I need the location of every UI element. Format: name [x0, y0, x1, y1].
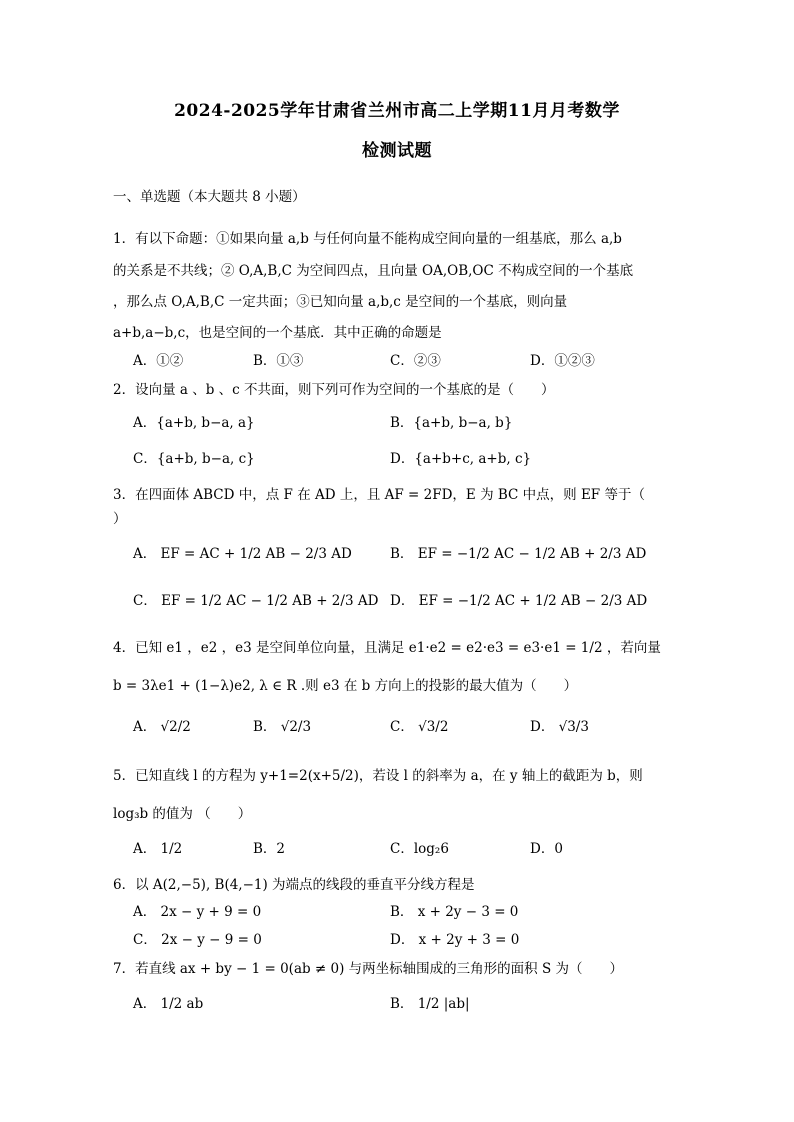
q1-line1: 1．有以下命题：①如果向量 a,b 与任何向量不能构成空间向量的一组基底，那么 a,b	[113, 231, 622, 247]
q6-stem: 6．以 A(2,−5), B(4,−1) 为端点的线段的垂直平分线方程是	[113, 877, 475, 893]
q7-stem: 7．若直线 ax + by − 1 = 0(ab ≠ 0) 与两坐标轴围成的三角形的面积 S 为（ ）	[113, 961, 624, 977]
q4-line2: b = 3λe1 + (1−λ)e2, λ ∈ R .则 e3 在 b 方向上的投影的最大值为（ ）	[113, 678, 578, 694]
document-title-line1: 2024-2025学年甘肃省兰州市高二上学期11月月考数学	[174, 101, 620, 121]
q2-option-a: A．{a+b, b−a, a}	[133, 415, 255, 431]
q5-line1: 5．已知直线 l 的方程为 y+1=2(x+5/2)，若设 l 的斜率为 a，在 y 轴上的截距为 b，则	[113, 768, 643, 784]
q1-line3: ，那么点 O,A,B,C 一定共面；③已知向量 a,b,c 是空间的一个基底，则向量	[113, 294, 568, 310]
q7-option-b: B． 1/2 |ab|	[390, 996, 470, 1012]
q1-option-d: D．①②③	[530, 353, 595, 369]
q1-option-b: B．①③	[253, 353, 304, 369]
q7-option-a: A． 1/2 ab	[133, 996, 204, 1012]
section-heading: 一、单选题（本大题共 8 小题）	[113, 189, 306, 205]
q6-option-d: D． x + 2y + 3 = 0	[390, 932, 520, 948]
q6-option-c: C． 2x − y − 9 = 0	[133, 932, 262, 948]
q4-option-a: A． √2/2	[133, 719, 191, 735]
q5-line2: log₃b 的值为 （ ）	[113, 806, 252, 822]
q1-option-c: C．②③	[390, 353, 441, 369]
q2-stem: 2．设向量 a 、b 、c 不共面，则下列可作为空间的一个基底的是（ ）	[113, 382, 555, 398]
q3-option-d: D． EF = −1/2 AC + 1/2 AB − 2/3 AD	[390, 593, 648, 609]
q4-option-c: C． √3/2	[390, 719, 449, 735]
q4-option-d: D． √3/3	[530, 719, 589, 735]
q1-line2: 的关系是不共线；② O,A,B,C 为空间四点，且向量 OA,OB,OC 不构成空间的一个基底	[113, 263, 634, 279]
q1-option-a: A．①②	[133, 353, 184, 369]
q2-option-c: C．{a+b, b−a, c}	[133, 451, 255, 467]
q3-option-b: B． EF = −1/2 AC − 1/2 AB + 2/3 AD	[390, 546, 647, 562]
q2-option-b: B．{a+b, b−a, b}	[390, 415, 513, 431]
q6-option-b: B． x + 2y − 3 = 0	[390, 904, 519, 920]
q4-line1: 4．已知 e1 ，e2 ，e3 是空间单位向量，且满足 e1·e2 = e2·e3 = e3·e1 = 1/2 ，若向量	[113, 640, 661, 656]
q3-option-c: C． EF = 1/2 AC − 1/2 AB + 2/3 AD	[133, 593, 379, 609]
q2-option-d: D．{a+b+c, a+b, c}	[390, 451, 532, 467]
q3-line2: ）	[113, 511, 127, 527]
document-title-line2: 检测试题	[362, 141, 432, 161]
q5-option-d: D．0	[530, 841, 563, 857]
q5-option-b: B．2	[253, 841, 286, 857]
q3-option-a: A． EF = AC + 1/2 AB − 2/3 AD	[133, 546, 352, 562]
q6-option-a: A． 2x − y + 9 = 0	[133, 904, 262, 920]
q5-option-a: A． 1/2	[133, 841, 183, 857]
q4-option-b: B． √2/3	[253, 719, 312, 735]
q3-line1: 3．在四面体 ABCD 中，点 F 在 AD 上，且 AF = 2FD，E 为 BC 中点，则 EF 等于（	[113, 487, 645, 503]
q1-line4: a+b,a−b,c，也是空间的一个基底．其中正确的命题是	[113, 325, 442, 341]
q5-option-c: C．log₂6	[390, 841, 449, 857]
